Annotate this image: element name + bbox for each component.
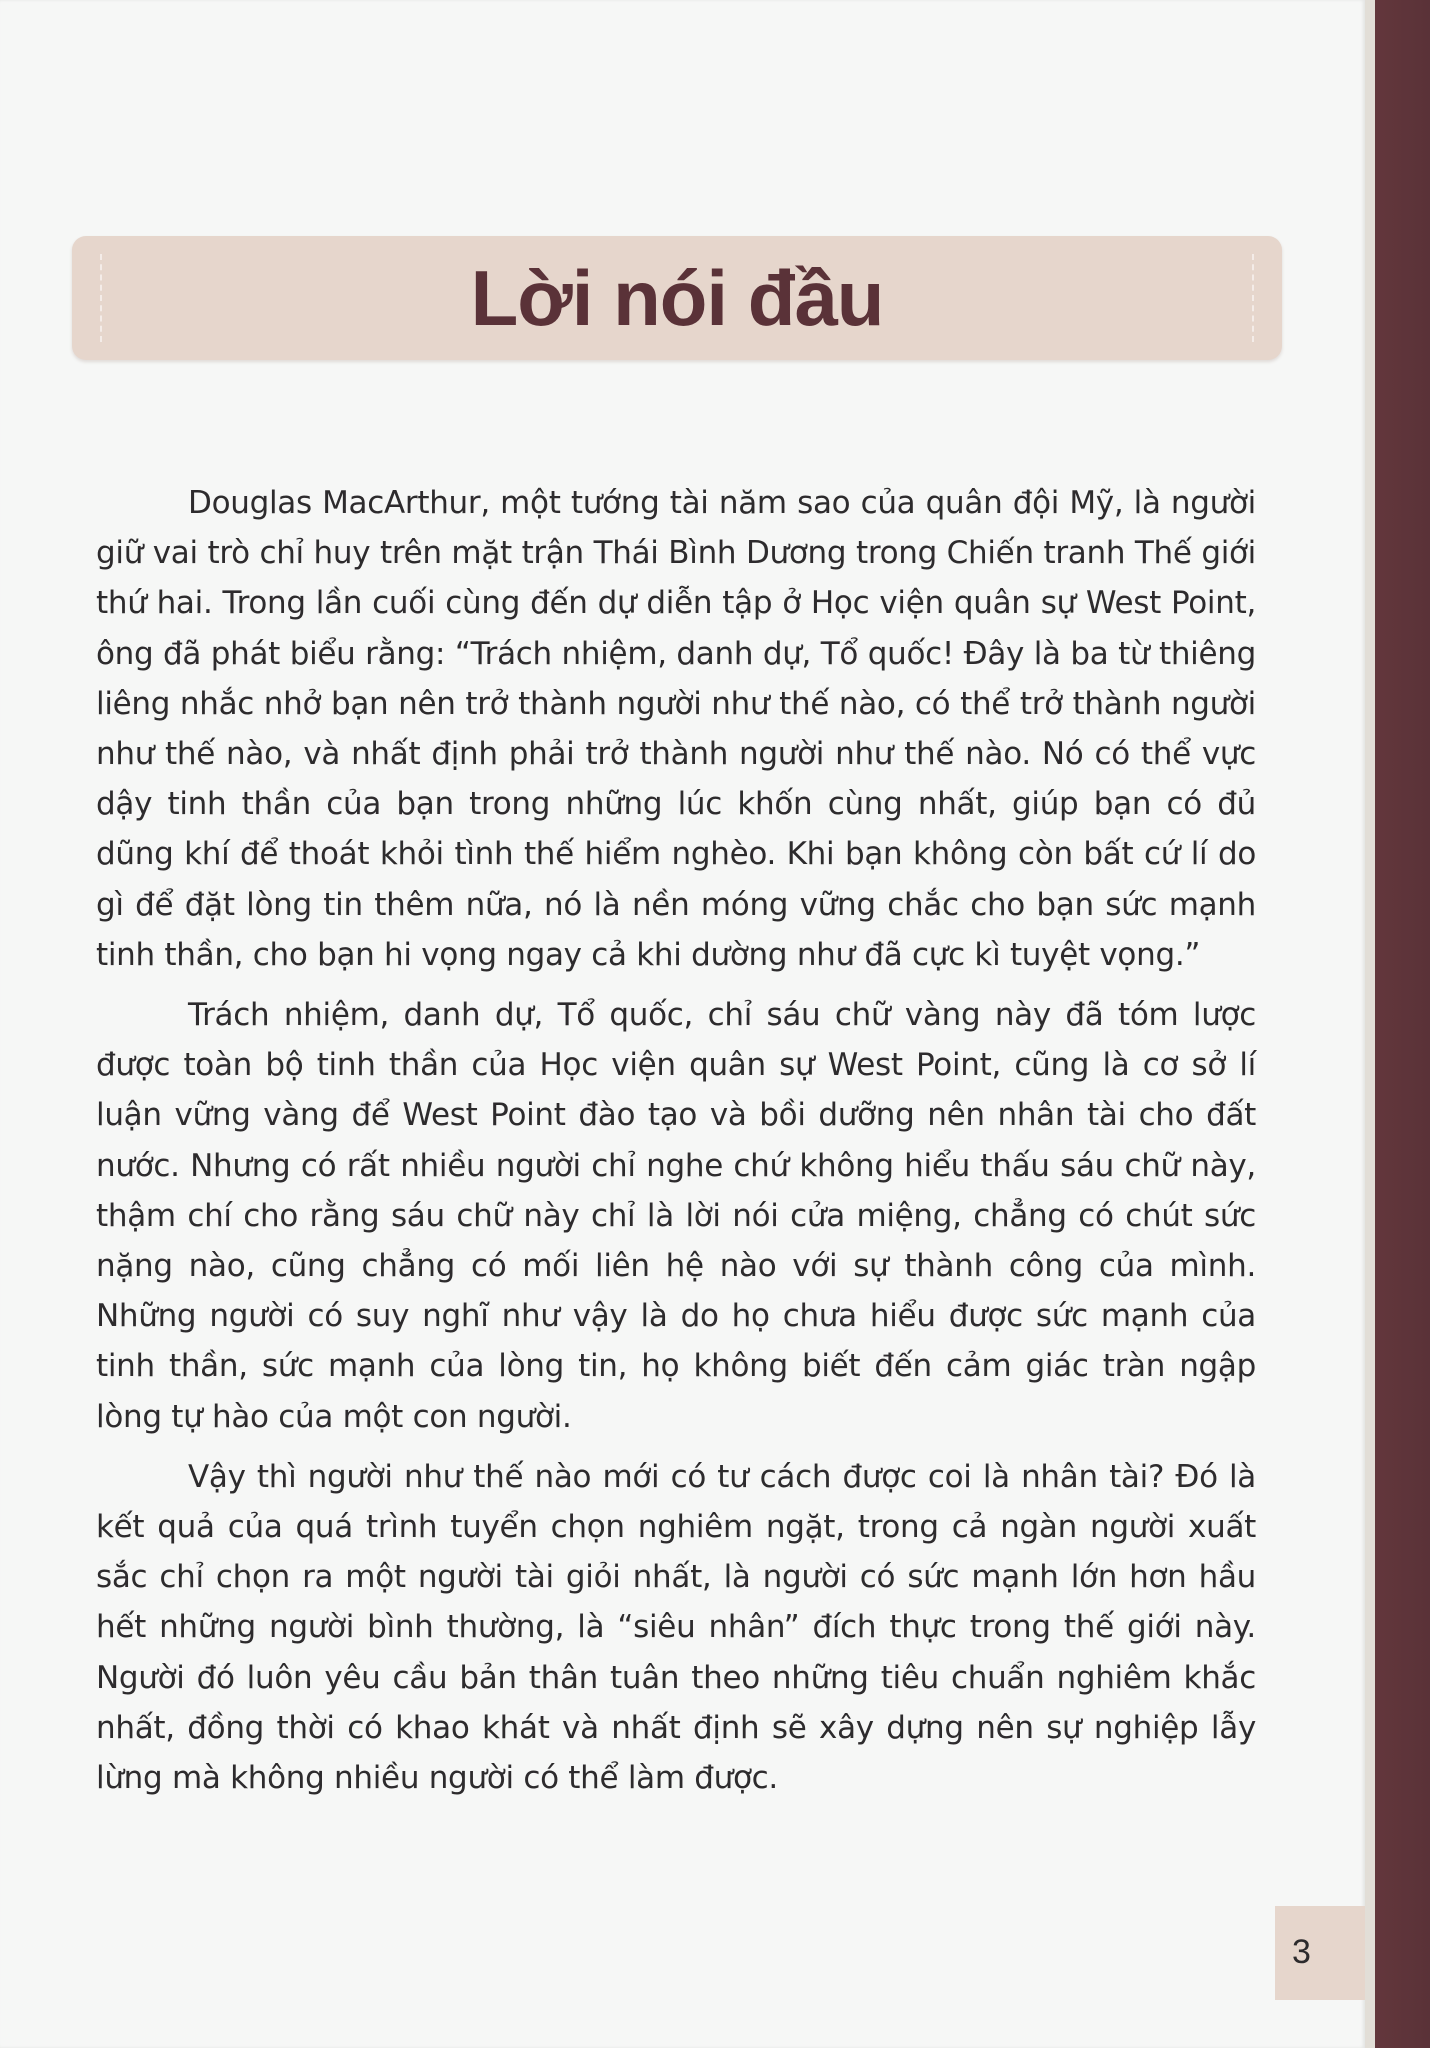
paragraph-3: Vậy thì người như thế nào mới có tư cách được coi là nhân tài? Đó là kết quả của quá trình tuyển chọn nghiêm ngặt, trong cả ngàn người xuất sắc chỉ chọn ra một người tài giỏi nhất, là người có sức mạnh lớn hơn hầu hết những người bình thường, là “siêu nhân” đích thực trong thế giới này. Người đó luôn yêu cầu bản thân tuân theo những tiêu chuẩn nghiêm khắc nhất, đồng thời có khao khát và nhất định sẽ xây dựng nên sự nghiệp lẫy lừng mà không nhiều người có thể làm được. <box>96 1458 1256 1797</box>
paragraph-1: Douglas MacArthur, một tướng tài năm sao của quân đội Mỹ, là người giữ vai trò chỉ huy trên mặt trận Thái Bình Dương trong Chiến tranh Thế giới thứ hai. Trong lần cuối cùng đến dự diễn tập ở Học viện quân sự West Point, ông đã phát biểu rằng: “Trách nhiệm, danh dự, Tổ quốc! Đây là ba từ thiêng liêng nhắc nhở bạn nên trở thành người như thế nào, có thể trở thành người như thế nào, và nhất định phải trở thành người như thế nào. Nó có thể vực dậy tinh thần của bạn trong những lúc khốn cùng nhất, giúp bạn có đủ dũng khí để thoát khỏi tình thế hiểm nghèo. Khi bạn không còn bất cứ lí do gì để đặt lòng tin thêm nữa, nó là nền móng vững chắc cho bạn sức mạnh tinh thần, cho bạn hi vọng ngay cả khi dường như đã cực kì tuyệt vọng.” <box>96 485 1256 973</box>
page-number-box <box>1275 1906 1365 2000</box>
body-text <box>96 478 1256 1813</box>
book-spine-strip <box>1375 0 1430 2048</box>
page-edge <box>1365 0 1375 2048</box>
page-number: 3 <box>1292 1933 1311 1971</box>
title-banner <box>72 236 1282 360</box>
page-title: Lời nói đầu <box>470 254 884 342</box>
paragraph-2: Trách nhiệm, danh dự, Tổ quốc, chỉ sáu chữ vàng này đã tóm lược được toàn bộ tinh thần của Học viện quân sự West Point, cũng là cơ sở lí luận vững vàng để West Point đào tạo và bồi dưỡng nên nhân tài cho đất nước. Nhưng có rất nhiều người chỉ nghe chứ không hiểu thấu sáu chữ này, thậm chí cho rằng sáu chữ này chỉ là lời nói cửa miệng, chẳng có chút sức nặng nào, cũng chẳng có mối liên hệ nào với sự thành công của mình. Những người có suy nghĩ như vậy là do họ chưa hiểu được sức mạnh của tinh thần, sức mạnh của lòng tin, họ không biết đến cảm giác tràn ngập lòng tự hào của một con người. <box>96 997 1256 1435</box>
